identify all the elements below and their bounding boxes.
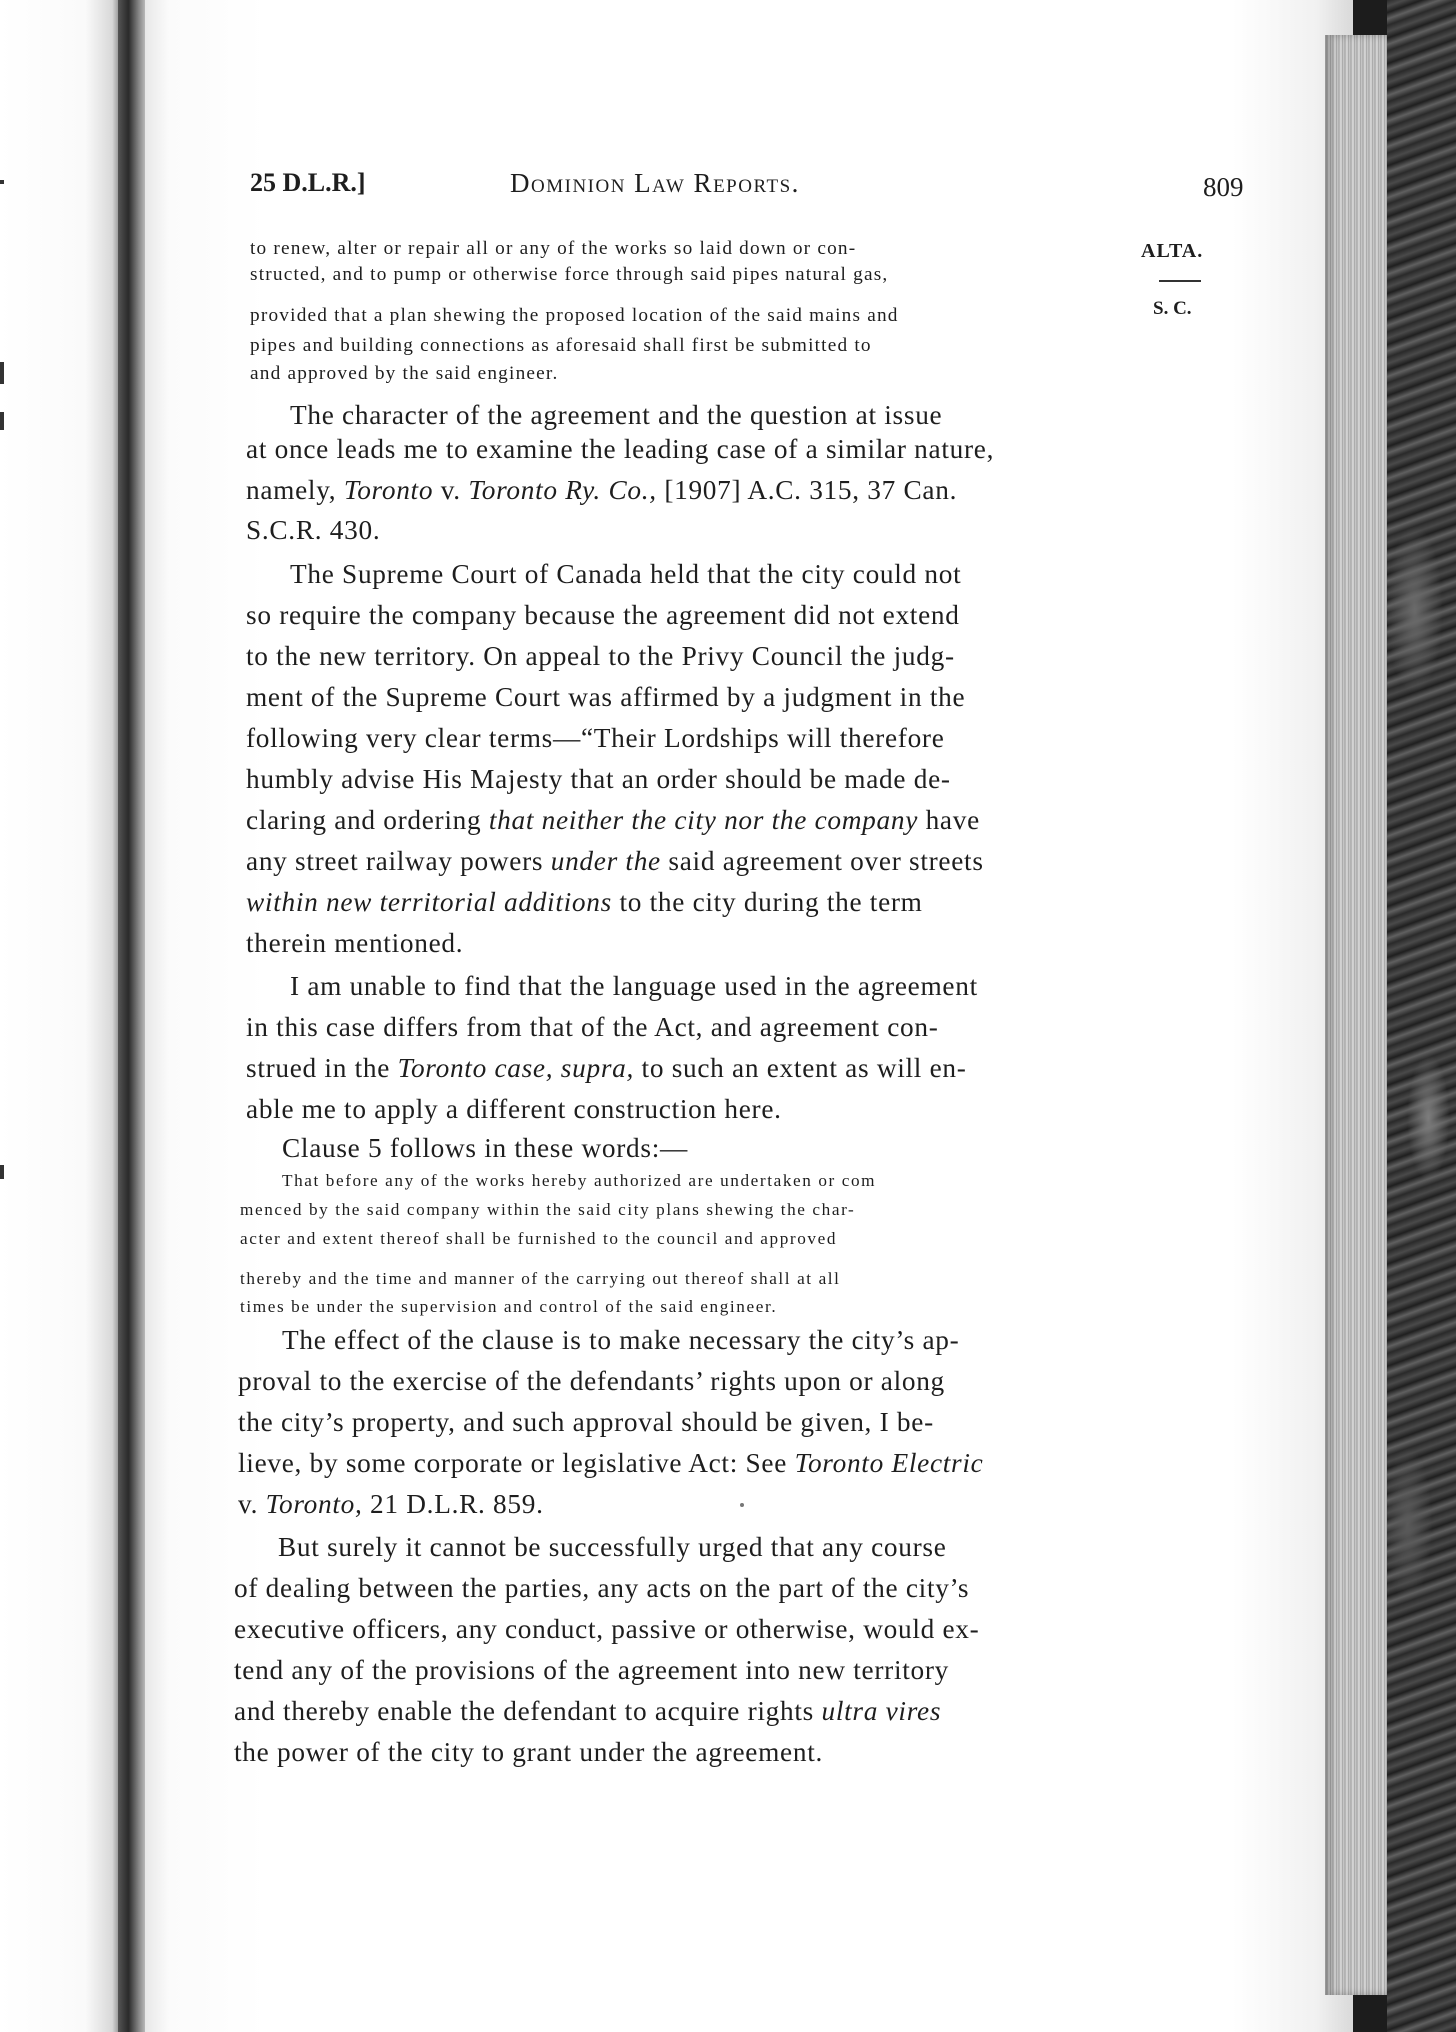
ink-speck	[740, 1503, 744, 1507]
italic-text: under the	[550, 846, 661, 876]
page-edges	[1325, 35, 1387, 1995]
text-segment: menced by the said company within the said city plans shewing the char-	[240, 1200, 856, 1219]
text-segment: claring and ordering	[246, 805, 489, 835]
text-segment: 21 D.L.R. 859.	[362, 1489, 544, 1519]
text-segment: at once leads me to examine the leading case of a similar nature,	[246, 434, 995, 464]
margin-mark	[0, 1165, 4, 1179]
text-segment: to the city during the term	[611, 887, 923, 917]
italic-text: Toronto Electric	[794, 1448, 984, 1478]
text-line	[250, 238, 856, 260]
text-segment: to renew, alter or repair all or any of the works so laid down or con-	[250, 238, 857, 259]
text-segment: and thereby enable the defendant to acquire rights	[234, 1696, 822, 1726]
text-line	[246, 600, 960, 631]
text-line	[246, 1012, 939, 1043]
text-line	[250, 335, 872, 357]
text-segment: I am unable to find that the language used in the agreement	[290, 971, 978, 1001]
text-line	[238, 1489, 544, 1520]
text-segment: The character of the agreement and the question at issue	[290, 400, 943, 430]
margin-mark	[0, 180, 4, 184]
margin-mark	[0, 362, 4, 384]
text-line	[234, 1696, 941, 1727]
text-segment: to the new territory. On appeal to the Privy Council the judg-	[246, 641, 955, 671]
volume-reference: 25 D.L.R.]	[250, 168, 366, 197]
text-line	[246, 928, 463, 959]
page-number: 809	[1203, 172, 1244, 202]
text-segment: pipes and building connections as aforesaid shall first be submitted to	[250, 335, 872, 356]
text-segment: The effect of the clause is to make necessary the city’s ap-	[282, 1325, 960, 1355]
italic-text: Toronto Ry. Co.,	[468, 475, 657, 505]
margin-mark	[0, 412, 4, 430]
text-segment: the power of the city to grant under the agreement.	[234, 1737, 824, 1767]
text-segment: tend any of the provisions of the agreement into new territory	[234, 1655, 950, 1685]
text-line	[238, 1448, 983, 1479]
text-line	[234, 1614, 979, 1645]
text-segment: said agreement over streets	[660, 846, 984, 876]
text-line	[290, 559, 961, 590]
running-title: Dominion Law Reports.	[510, 168, 800, 198]
text-line	[240, 1269, 841, 1289]
text-segment: namely,	[246, 475, 344, 505]
text-line	[282, 1133, 688, 1164]
text-segment: The Supreme Court of Canada held that the city could not	[290, 559, 962, 589]
text-line	[290, 971, 978, 1002]
text-segment: v.	[433, 475, 469, 505]
text-line	[290, 400, 942, 431]
text-line	[238, 1366, 945, 1397]
text-line	[238, 1407, 934, 1438]
text-segment: thereby and the time and manner of the carrying out thereof shall at all	[240, 1269, 841, 1288]
text-segment: S.C.R. 430.	[246, 515, 381, 545]
text-segment: Clause 5 follows in these words:—	[282, 1133, 688, 1163]
text-segment: have	[918, 805, 980, 835]
text-segment: therein mentioned.	[246, 928, 464, 958]
text-line	[246, 805, 980, 836]
text-segment: v.	[238, 1489, 266, 1519]
text-line	[240, 1200, 855, 1220]
text-segment: proval to the exercise of the defendants’ rights upon or along	[238, 1366, 945, 1396]
text-line	[250, 363, 559, 385]
text-line	[246, 723, 945, 754]
text-line	[246, 515, 380, 546]
text-line	[240, 1297, 777, 1317]
text-line	[246, 1094, 782, 1125]
text-segment: structed, and to pump or otherwise force through said pipes natural gas,	[250, 264, 889, 285]
text-line	[282, 1171, 876, 1191]
text-segment: in this case differs from that of the Act, and agreement con-	[246, 1012, 939, 1042]
text-line	[234, 1737, 823, 1768]
text-segment: following very clear terms—“Their Lordships will therefore	[246, 723, 945, 753]
text-line	[234, 1655, 949, 1686]
text-segment: able me to apply a different construction here.	[246, 1094, 782, 1124]
text-line	[246, 1053, 967, 1084]
text-segment: provided that a plan shewing the proposed location of the said mains and	[250, 305, 899, 326]
text-line	[240, 1229, 837, 1249]
text-line	[246, 475, 957, 506]
text-segment: [1907] A.C. 315, 37 Can.	[656, 475, 958, 505]
text-segment: acter and extent thereof shall be furnished to the council and approved	[240, 1229, 838, 1248]
margin-court: S. C.	[1153, 298, 1192, 319]
italic-text: Toronto	[343, 475, 434, 505]
text-segment: times be under the supervision and control of the said engineer.	[240, 1297, 778, 1316]
text-segment: so require the company because the agreement did not extend	[246, 600, 960, 630]
text-line	[246, 434, 994, 465]
text-segment: executive officers, any conduct, passive or otherwise, would ex-	[234, 1614, 980, 1644]
text-segment: humbly advise His Majesty that an order should be made de-	[246, 764, 951, 794]
text-segment: But surely it cannot be successfully urged that any course	[278, 1532, 947, 1562]
text-line	[250, 264, 888, 286]
text-line	[246, 641, 955, 672]
text-segment: and approved by the said engineer.	[250, 363, 559, 384]
previous-page-edge	[0, 0, 122, 2032]
margin-rule	[1159, 280, 1201, 282]
italic-text: Toronto case, supra,	[397, 1053, 635, 1083]
text-line	[246, 887, 923, 918]
text-line	[246, 846, 984, 877]
text-segment: of dealing between the parties, any acts on the part of the city’s	[234, 1573, 970, 1603]
text-segment: the city’s property, and such approval should be given, I be-	[238, 1407, 934, 1437]
book-gutter	[118, 0, 148, 2032]
text-line	[234, 1573, 969, 1604]
italic-text: ultra vires	[821, 1696, 942, 1726]
margin-jurisdiction: ALTA.	[1141, 240, 1204, 262]
text-segment: to such an extent as will en-	[634, 1053, 967, 1083]
text-segment: ment of the Supreme Court was affirmed by a judgment in the	[246, 682, 966, 712]
marbled-cover-edge	[1387, 0, 1456, 2032]
italic-text: within new territorial additions	[246, 887, 612, 917]
italic-text: that neither the city nor the company	[488, 805, 919, 835]
text-line	[246, 682, 965, 713]
text-segment: strued in the	[246, 1053, 398, 1083]
text-segment: any street railway powers	[246, 846, 551, 876]
text-segment: That before any of the works hereby authorized are undertaken or com	[282, 1171, 877, 1190]
text-line	[250, 305, 899, 327]
text-line	[246, 764, 951, 795]
text-line	[278, 1532, 947, 1563]
text-line	[282, 1325, 959, 1356]
text-segment: lieve, by some corporate or legislative Act: See	[238, 1448, 795, 1478]
italic-text: Toronto,	[265, 1489, 363, 1519]
